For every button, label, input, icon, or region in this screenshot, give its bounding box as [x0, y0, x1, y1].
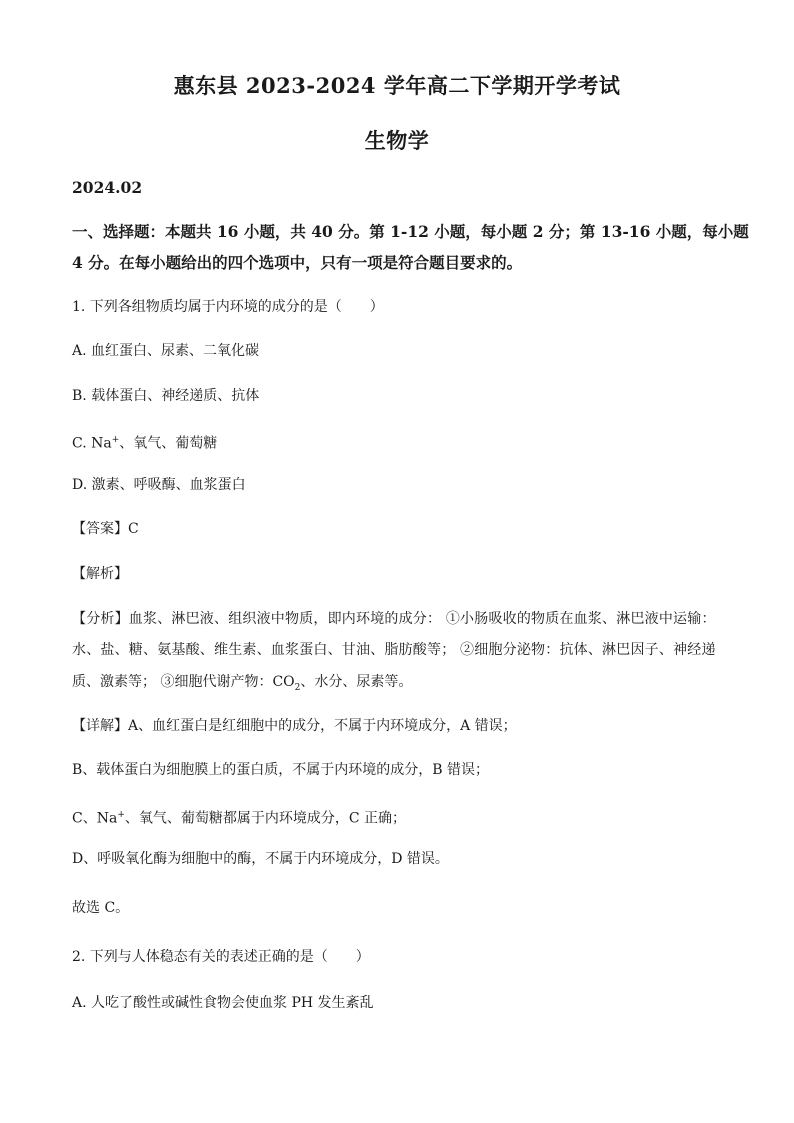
option-c-text: C. Na	[72, 435, 112, 452]
exam-title: 惠东县 2023-2024 学年高二下学期开学考试	[173, 73, 621, 98]
analysis-paragraph-line-2: 水、盐、糖、氨基酸、维生素、血浆蛋白、甘油、脂肪酸等； ②细胞分泌物：抗体、淋巴因子、神经递	[72, 642, 716, 658]
section-instructions-line-1: 一、选择题：本题共 16 小题，共 40 分。第 1-12 小题，每小题 2 分；第 13-16 小题，每小题	[72, 222, 749, 241]
detail-line-a: 【详解】A、血红蛋白是红细胞中的成分，不属于内环境成分，A 错误；	[72, 718, 517, 734]
analysis-paragraph-line-3	[72, 672, 722, 698]
option-c-text-rest: 、氧气、葡萄糖	[119, 435, 218, 452]
subject-title: 生物学	[364, 128, 430, 153]
detail-c-text-rest: 、氧气、葡萄糖都属于内环境成分，C 正确；	[124, 810, 407, 827]
section-instructions-line-2: 4 分。在每小题给出的四个选项中，只有一项是符合题目要求的。	[72, 253, 523, 272]
analysis-paragraph-line-1: 【分析】血浆、淋巴液、组织液中物质，即内环境的成分： ①小肠吸收的物质在血浆、淋巴液中运输：	[72, 611, 716, 627]
detail-line-b: B、载体蛋白为细胞膜上的蛋白质，不属于内环境的成分，B 错误；	[72, 762, 490, 778]
detail-line-c	[72, 805, 722, 829]
question-1-option-a: A. 血红蛋白、尿素、二氧化碳	[72, 343, 260, 359]
question-1-analysis-heading: 【解析】	[72, 566, 128, 582]
question-2-stem: 2. 下列与人体稳态有关的表述正确的是（ ）	[72, 949, 370, 965]
question-1-stem: 1. 下列各组物质均属于内环境的成分的是（ ）	[72, 299, 384, 315]
analysis-line-3-text: 质、激素等； ③细胞代谢产物：CO	[72, 674, 295, 690]
question-2-option-a: A. 人吃了酸性或碱性食物会使血浆 PH 发生紊乱	[72, 995, 374, 1011]
detail-c-text: C、Na	[72, 810, 118, 827]
analysis-line-3-text-rest: 、水分、尿素等。	[300, 674, 413, 690]
detail-line-d: D、呼吸氧化酶为细胞中的酶，不属于内环境成分，D 错误。	[72, 851, 449, 867]
question-1-answer: 【答案】C	[72, 521, 139, 537]
co2-subscript: 2	[294, 682, 301, 693]
option-c-superscript: +	[111, 435, 120, 445]
exam-date: 2024.02	[72, 178, 143, 197]
question-1-option-b: B. 载体蛋白、神经递质、抗体	[72, 388, 260, 404]
question-1-option-c	[72, 430, 722, 454]
question-1-conclusion: 故选 C。	[72, 900, 130, 916]
detail-c-superscript: +	[117, 810, 125, 820]
question-1-option-d: D. 激素、呼吸酶、血浆蛋白	[72, 477, 246, 493]
